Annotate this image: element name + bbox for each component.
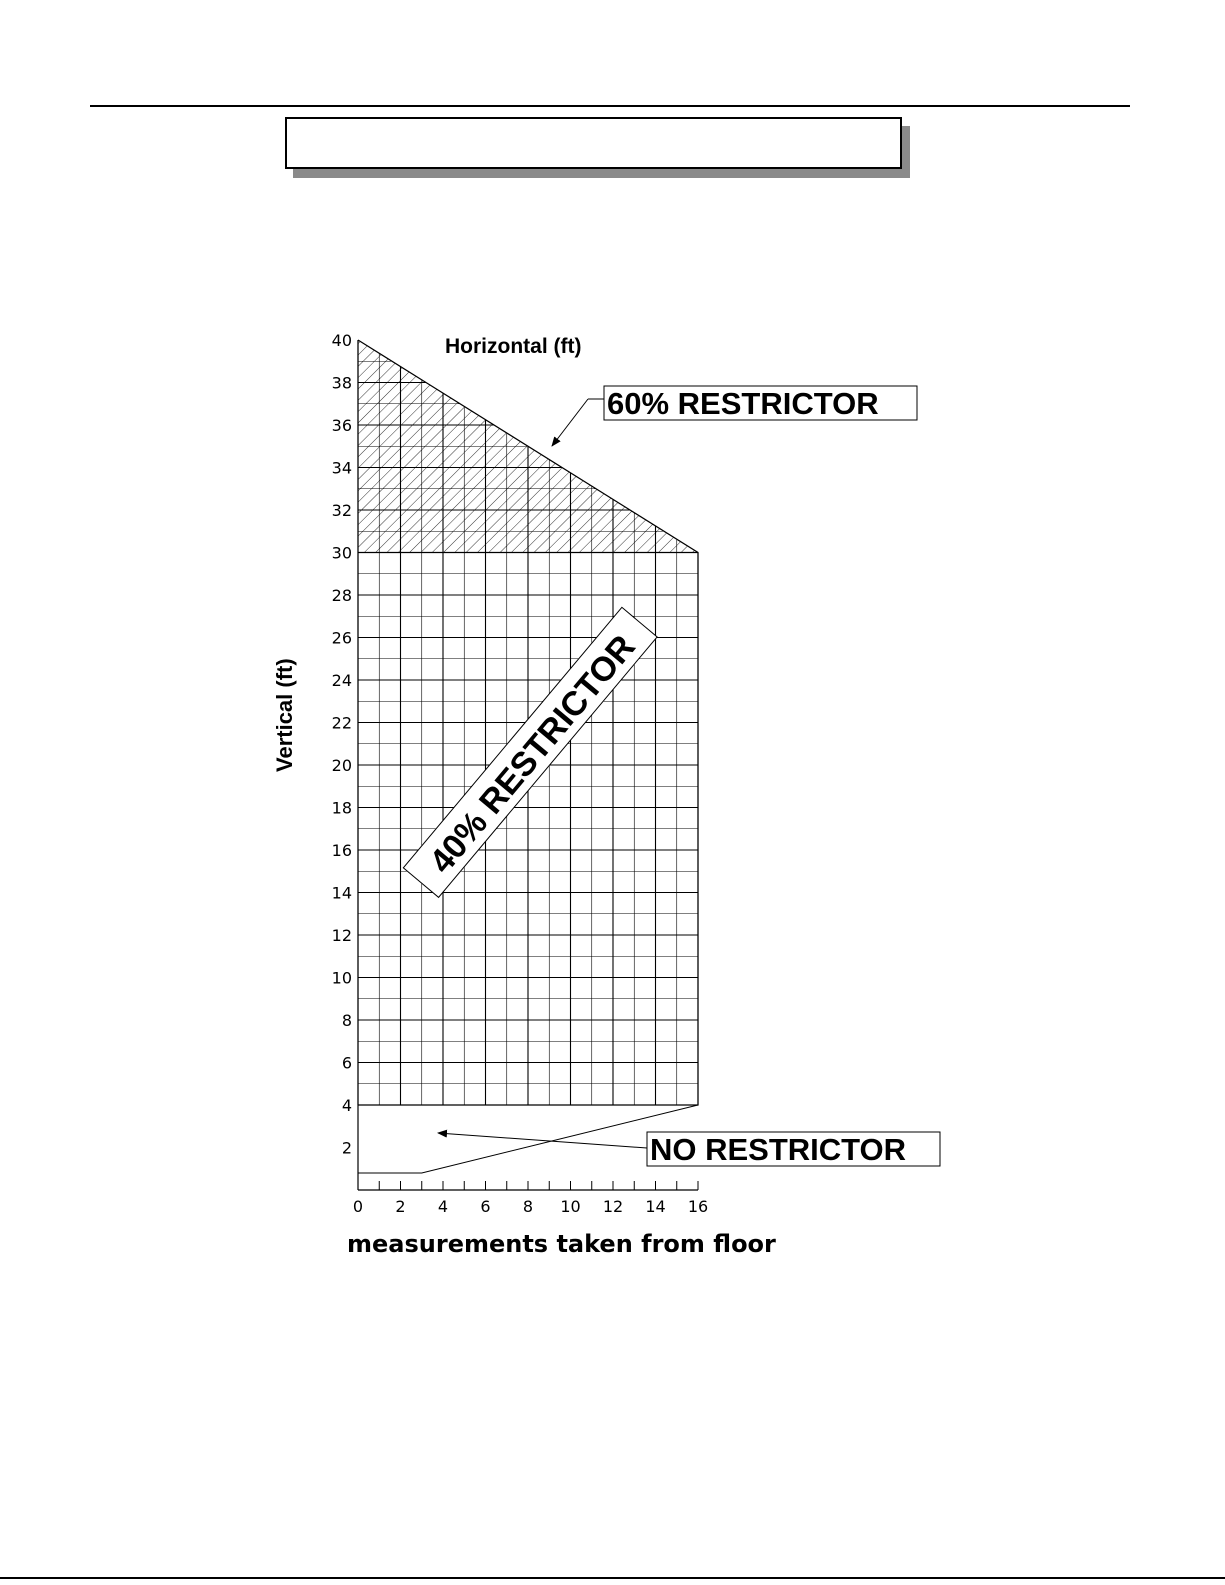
y-tick-label: 34 [331,458,352,478]
chart-title: Horizontal (ft) [445,335,582,358]
x-tick-label: 4 [437,1197,449,1216]
label-60-restrictor [552,386,917,446]
y-tick-label: 38 [331,373,352,393]
label-no-restrictor-text: NO RESTRICTOR [650,1132,907,1167]
y-tick-label: 18 [331,798,352,818]
y-tick-label: 30 [331,543,352,563]
y-tick-label: 4 [341,1096,352,1115]
label-40-restrictor [403,607,657,897]
y-tick-label: 22 [331,713,352,733]
y-tick-label: 14 [331,883,352,903]
y-axis-label: Vertical (ft) [272,658,297,772]
y-tick-label: 2 [341,1138,352,1158]
label-60-restrictor-text: 60% RESTRICTOR [607,386,879,421]
y-tick-label: 8 [341,1011,352,1030]
x-tick-label: 0 [352,1197,364,1216]
y-tick-label: 36 [331,416,352,435]
x-tick-label: 12 [602,1197,624,1216]
x-tick-label: 6 [480,1197,491,1216]
label-no-restrictor [438,1132,940,1167]
x-axis-label: measurements taken from floor [347,1230,776,1258]
y-tick-label: 20 [331,756,352,775]
y-tick-label: 24 [331,671,352,690]
y-tick-label: 28 [331,586,352,605]
y-tick-label: 26 [331,628,352,648]
x-tick-label: 2 [395,1197,406,1216]
y-tick-label: 16 [331,841,352,860]
x-tick-label: 8 [522,1197,534,1216]
bottom-rule [0,1577,1225,1579]
label-40-restrictor-text: 40% RESTRICTOR [422,627,643,881]
y-tick-label: 32 [331,501,352,520]
y-tick-label: 10 [331,968,352,988]
y-tick-label: 12 [331,926,352,945]
x-tick-label: 14 [645,1197,666,1216]
x-tick-label: 10 [560,1197,581,1216]
y-tick-label: 40 [331,331,352,350]
y-tick-label: 6 [341,1053,352,1073]
x-tick-label: 16 [687,1197,709,1216]
